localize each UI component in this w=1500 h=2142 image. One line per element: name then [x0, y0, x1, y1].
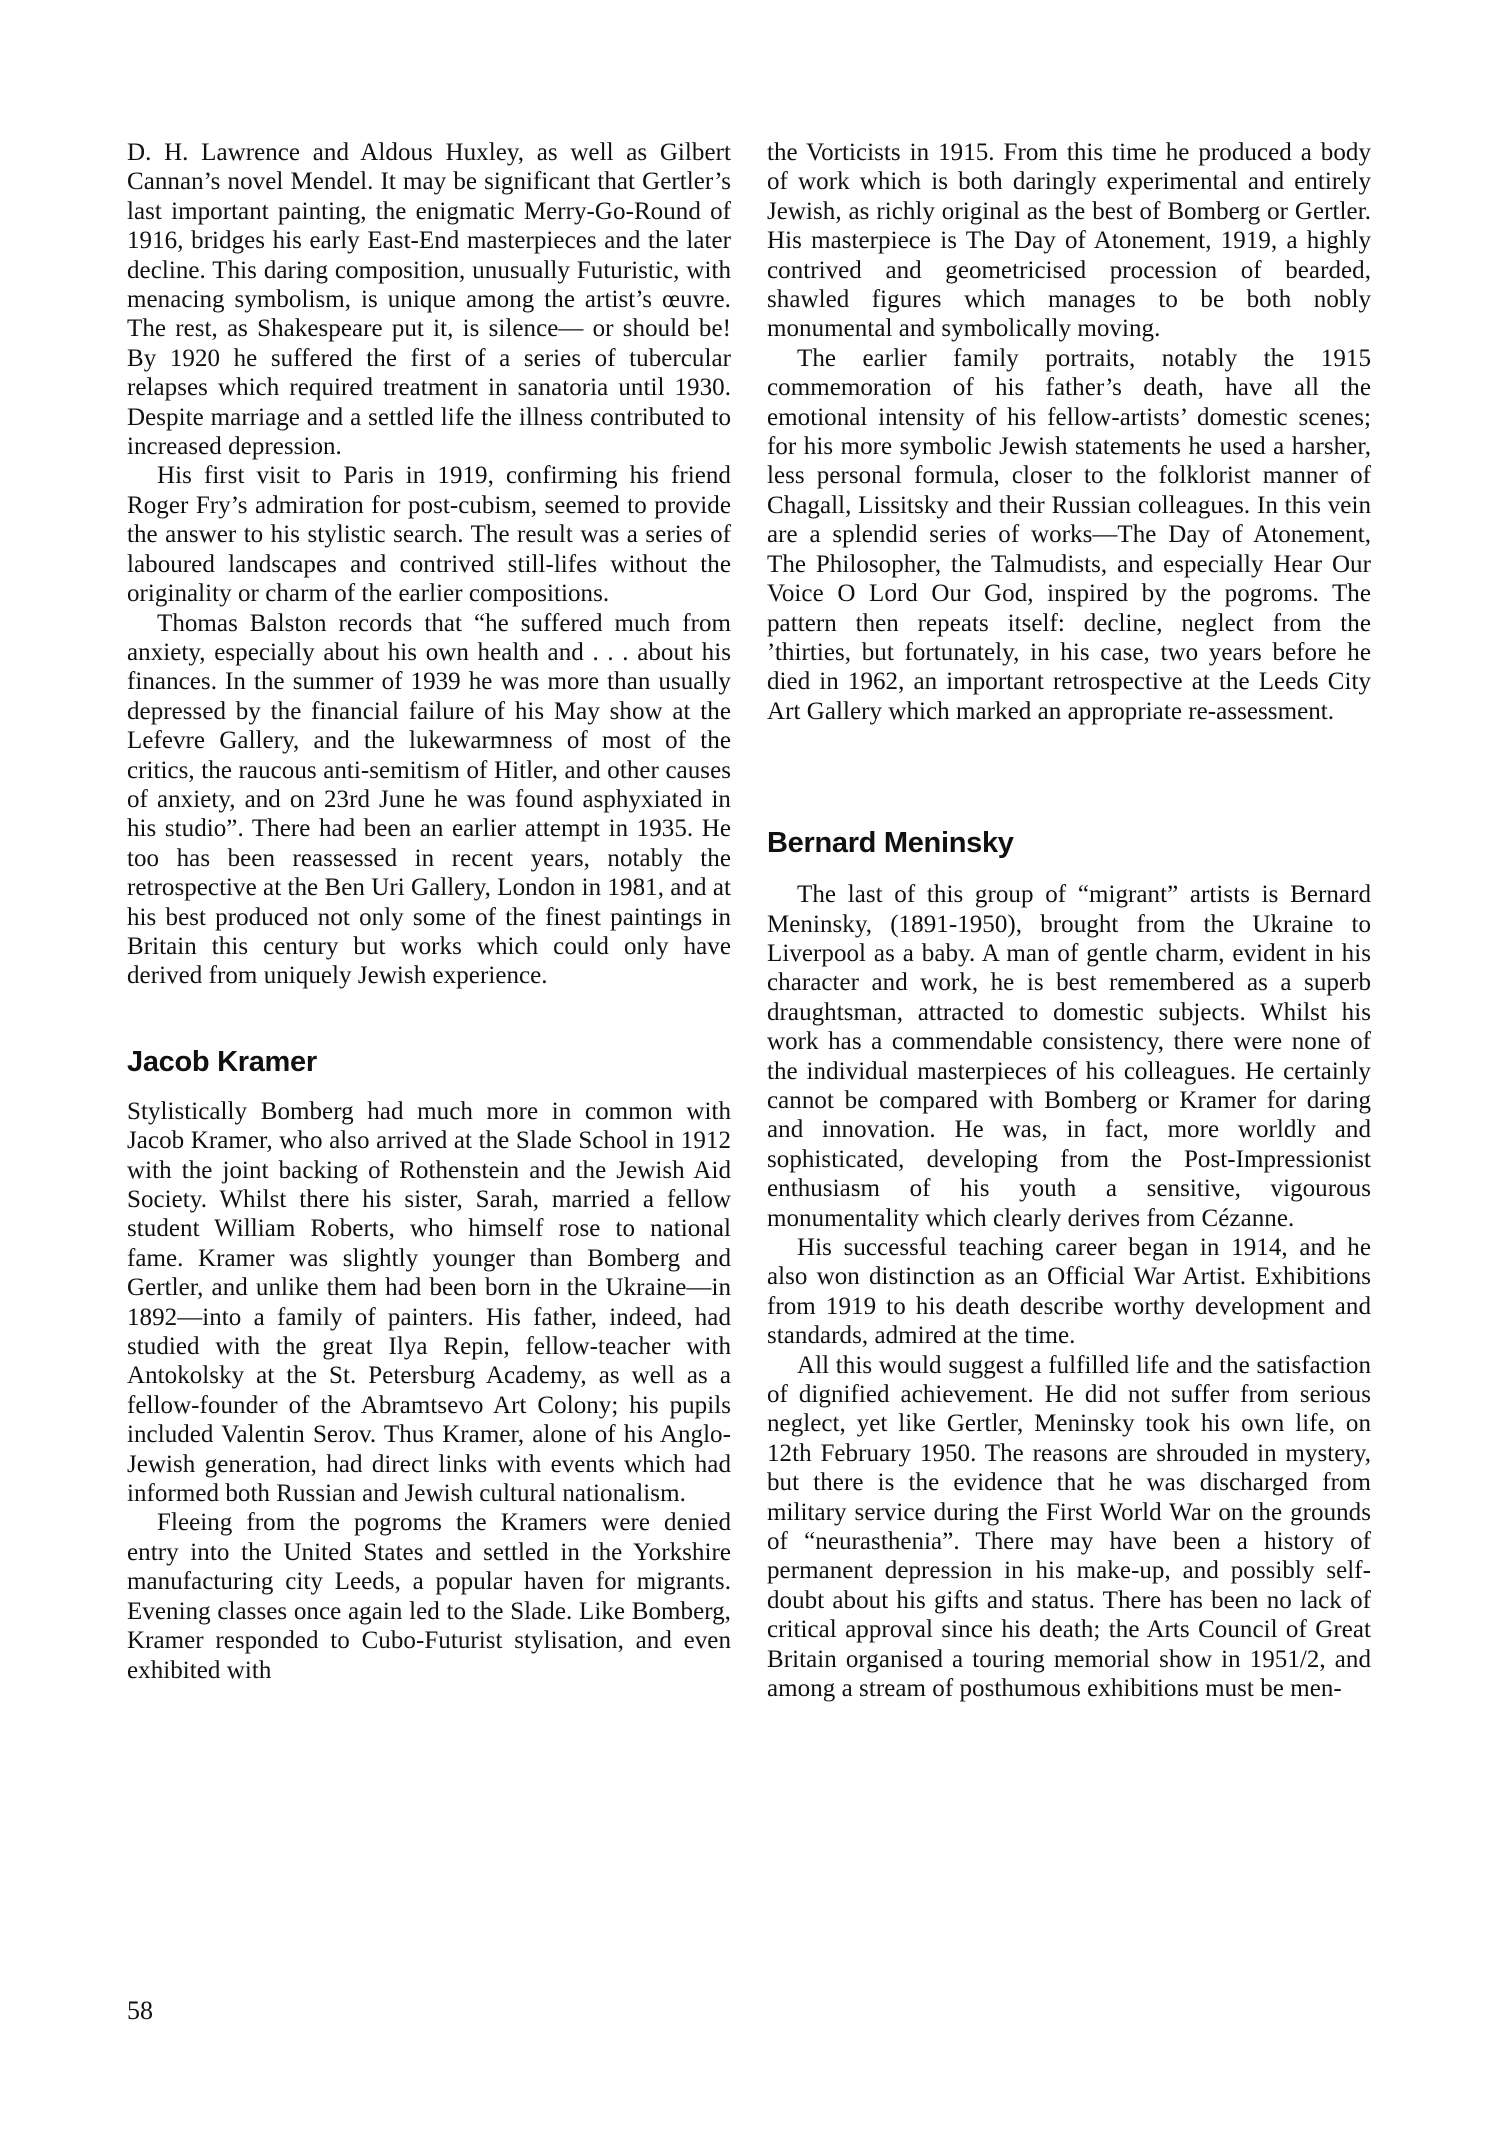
paragraph: All this would suggest a fulfilled life and the satisfaction of dignified achievement. He did not suffer from serious neglect, yet like Gertler, Meninsky took his own life, on 12th February 1950. The reasons are shrouded in mystery, but there is the evidence that he was discharged from military service during the First World War on the grounds of “neurasthenia”. There may have been a history of permanent depression in his make-up, and possibly self-doubt about his gifts and status. There has been no lack of critical approval since his death; the Arts Council of Great Britain organised a touring memorial show in 1951/2, and among a stream of posthumous exhibitions must be men- — [767, 1351, 1371, 1703]
paragraph: Thomas Balston records that “he suffered much from anxiety, especially about his own health and . . . about his finances. In the summer of 1939 he was more than usually depressed by the financial failure of his May show at the Lefevre Gallery, and the lukewarmness of most of the critics, the raucous anti-semitism of Hitler, and other causes of anxiety, and on 23rd June he was found asphyxiated in his studio”. There had been an earlier attempt in 1935. He too has been reassessed in recent years, notably the retrospective at the Ben Uri Gallery, London in 1981, and at his best produced not only some of the finest paintings in Britain this century but works which could only have derived from uniquely Jewish experience. — [127, 609, 731, 990]
right-column — [767, 138, 1371, 1704]
section-heading-jacob-kramer: Jacob Kramer — [127, 1045, 317, 1078]
paragraph: His successful teaching career began in 1914, and he also won distinction as an Official War Artist. Exhibitions from 1919 to his death describe worthy development and standards, admired at the time. — [767, 1234, 1371, 1350]
page-number: 58 — [127, 1996, 153, 2025]
paragraph: the Vorticists in 1915. From this time he produced a body of work which is both daringly experimental and entirely Jewish, as richly original as the best of Bomberg or Gertler. His masterpiece is The Day of Atonement, 1919, a highly contrived and geometricised procession of bearded, shawled figures which manages to be both nobly monumental and symbolically moving. — [767, 139, 1371, 343]
section-heading-bernard-meninsky: Bernard Meninsky — [767, 827, 1014, 860]
left-column — [127, 138, 731, 1685]
paragraph: Fleeing from the pogroms the Kramers were denied entry into the United States and settled in the Yorkshire manufacturing city Leeds, a popular haven for migrants. Evening classes once again led to the Slade. Like Bomberg, Kramer responded to Cubo-Futurist stylisation, and even exhibited with — [127, 1509, 731, 1684]
paragraph: The earlier family portraits, notably the 1915 commemoration of his father’s death, have all the emotional intensity of his fellow-artists’ domestic scenes; for his more symbolic Jewish statements he used a harsher, less personal formula, closer to the folklorist manner of Chagall, Lissitsky and their Russian colleagues. In this vein are a splendid series of works—The Day of Atonement, The Philosopher, the Talmudists, and especially Hear Our Voice O Lord Our God, inspired by the pogroms. The pattern then repeats itself: decline, neglect from the ’thirties, but fortunately, in his case, two years before he died in 1962, an important retrospective at the Leeds City Art Gallery which marked an appropriate re-assessment. — [767, 344, 1371, 725]
paragraph: Stylistically Bomberg had much more in common with Jacob Kramer, who also arrived at the Slade School in 1912 with the joint backing of Rothenstein and the Jewish Aid Society. Whilst there his sister, Sarah, married a fellow student William Roberts, who himself rose to national fame. Kramer was slightly younger than Bomberg and Gertler, and unlike them had been born in the Ukraine—in 1892—into a family of painters. His father, indeed, had studied with the great Ilya Repin, fellow-teacher with Antokolsky at the St. Petersburg Academy, as well as a fellow-founder of the Abramtsevo Art Colony; his pupils included Valentin Serov. Thus Kramer, alone of his Anglo-Jewish generation, had direct links with events which had informed both Russian and Jewish cultural nationalism. — [127, 1097, 731, 1508]
paragraph: His first visit to Paris in 1919, confirming his friend Roger Fry’s admiration for post-cubism, seemed to provide the answer to his stylistic search. The result was a series of laboured landscapes and contrived still-lifes without the originality or charm of the earlier compositions. — [127, 462, 731, 608]
paragraph: The last of this group of “migrant” artists is Bernard Meninsky, (1891-1950), brought from the Ukraine to Liverpool as a baby. A man of gentle charm, evident in his character and work, he is best remembered as a superb draughtsman, attracted to domestic subjects. Whilst his work has a commendable consistency, there were none of the individual masterpieces of his colleagues. He certainly cannot be compared with Bomberg or Kramer for daring and innovation. He was, in fact, more worldly and sophisticated, developing from the Post-Impressionist enthusiasm of his youth a sensitive, vigourous monumentality which clearly derives from Cézanne. — [767, 881, 1371, 1232]
paragraph: D. H. Lawrence and Aldous Huxley, as well as Gilbert Cannan’s novel Mendel. It may be significant that Gertler’s last important painting, the enigmatic Merry-Go-Round of 1916, bridges his early East-End masterpieces and the later decline. This daring composition, unusually Futuristic, with menacing symbolism, is unique among the artist’s œuvre. The rest, as Shakespeare put it, is silence— or should be! By 1920 he suffered the first of a series of tubercular relapses which required treatment in sanatoria until 1930. Despite marriage and a settled life the illness contributed to increased depression. — [127, 139, 731, 461]
